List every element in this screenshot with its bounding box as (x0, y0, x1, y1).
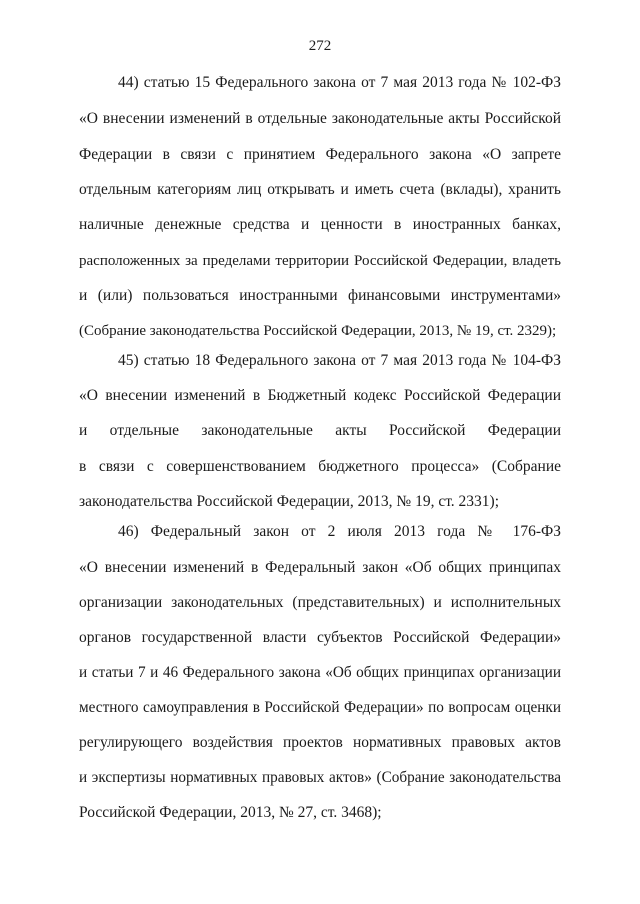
paragraph-44-line-1: 44) статью 15 Федерального закона от 7 мая 2013 года № 102-ФЗ (118, 74, 561, 91)
paragraph-44-line-3: Федерации в связи с принятием Федерального закона «О запрете (79, 146, 561, 163)
paragraph-44-line-4: отдельным категориям лиц открывать и иметь счета (вклады), хранить (79, 181, 561, 198)
paragraph-46-line-8: и экспертизы нормативных правовых актов» (Собрание законодательства (79, 769, 561, 786)
paragraph-45-line-4: в связи с совершенствованием бюджетного процесса» (Собрание (79, 458, 561, 475)
paragraph-44-line-8: (Собрание законодательства Российской Федерации, 2013, № 19, ст. 2329); (79, 323, 557, 339)
paragraph-45-line-1: 45) статью 18 Федерального закона от 7 мая 2013 года № 104-ФЗ (118, 352, 561, 369)
paragraph-46-line-6: местного самоуправления в Российской Федерации» по вопросам оценки (79, 699, 561, 716)
paragraph-46-line-2: «О внесении изменений в Федеральный закон «Об общих принципах (79, 559, 561, 576)
paragraph-44-line-5: наличные денежные средства и ценности в иностранных банках, (79, 216, 561, 233)
paragraph-44-line-7: и (или) пользоваться иностранными финансовыми инструментами» (79, 287, 561, 304)
paragraph-46-line-5: и статьи 7 и 46 Федерального закона «Об общих принципах организации (79, 664, 561, 681)
paragraph-46-line-9: Российской Федерации, 2013, № 27, ст. 3468); (79, 804, 382, 821)
paragraph-45-line-2: «О внесении изменений в Бюджетный кодекс Российской Федерации (79, 387, 561, 404)
paragraph-44-line-2: «О внесении изменений в отдельные законодательные акты Российской (79, 110, 561, 127)
paragraph-46-line-4: органов государственной власти субъектов Российской Федерации» (79, 629, 561, 646)
paragraph-45-line-5: законодательства Российской Федерации, 2013, № 19, ст. 2331); (79, 493, 500, 510)
paragraph-46-line-1: 46) Федеральный закон от 2 июля 2013 года № 176-ФЗ (118, 523, 561, 540)
paragraph-44-line-6: расположенных за пределами территории Российской Федерации, владеть (79, 253, 561, 269)
paragraph-46-line-7: регулирующего воздействия проектов нормативных правовых актов (79, 734, 561, 751)
paragraph-45-line-3: и отдельные законодательные акты Российской Федерации (79, 422, 561, 439)
page-number: 272 (308, 38, 332, 54)
paragraph-46-line-3: организации законодательных (представительных) и исполнительных (79, 594, 561, 611)
